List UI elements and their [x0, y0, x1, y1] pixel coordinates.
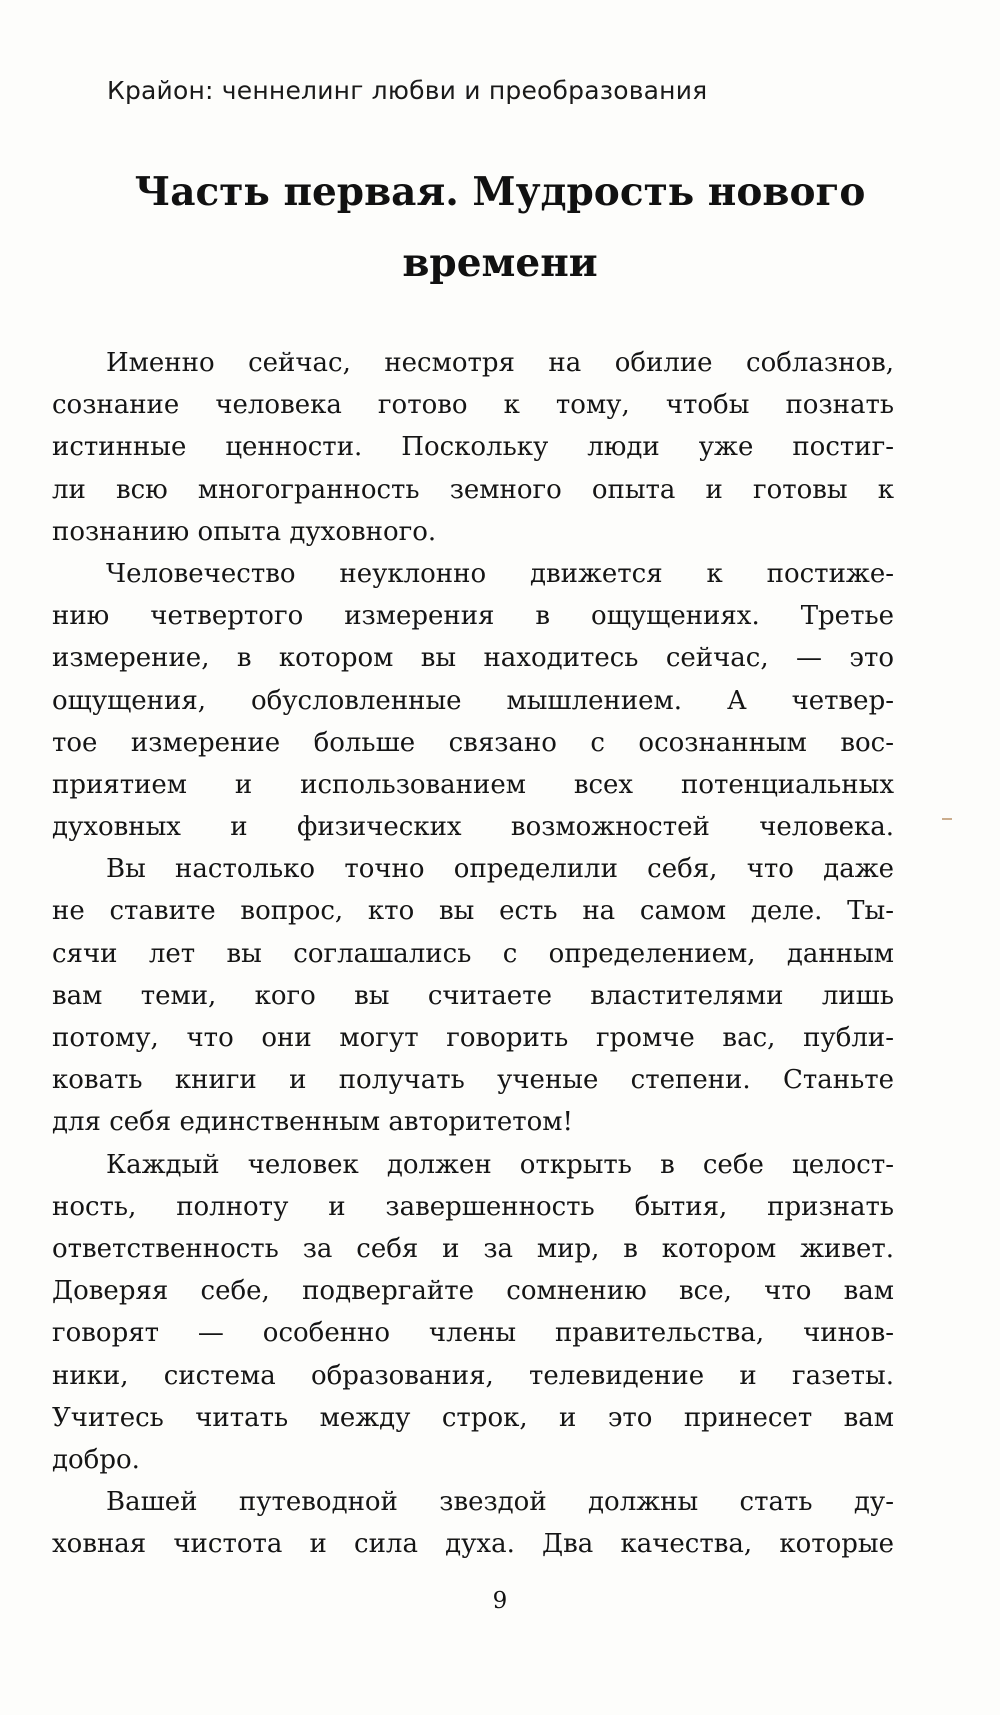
text-line: духовных и физических возможностей человека.	[52, 812, 894, 843]
chapter-title	[80, 157, 920, 299]
text-line: Именно сейчас, несмотря на обилие соблазнов,	[106, 348, 894, 378]
text-line: добро.	[52, 1444, 140, 1475]
text-line: ховная чистота и сила духа. Два качества, которые	[52, 1529, 894, 1560]
text-line: ответственность за себя и за мир, в котором живет.	[52, 1233, 894, 1264]
body-text	[52, 342, 894, 1565]
text-line: измерение, в котором вы находитесь сейчас, — это	[52, 643, 894, 674]
text-line: Вы настолько точно определили себя, что даже	[106, 854, 894, 885]
text-line: ли всю многогранность земного опыта и готовы к	[52, 474, 894, 505]
text-line: говорят — особенно члены правительства, чинов-	[52, 1318, 894, 1349]
text-line: нию четвертого измерения в ощущениях. Третье	[52, 601, 894, 632]
text-line: ники, система образования, телевидение и газеты.	[52, 1360, 894, 1391]
text-line: Каждый человек должен открыть в себе целост-	[106, 1149, 894, 1180]
text-line: ность, полноту и завершенность бытия, признать	[52, 1191, 894, 1222]
text-line: ощущения, обусловленные мышлением. А четвер-	[52, 685, 894, 716]
text-line: Человечество неуклонно движется к постиже-	[106, 558, 894, 589]
text-line: Учитесь читать между строк, и это принесет вам	[52, 1402, 894, 1433]
chapter-title-line: времени	[402, 240, 598, 286]
page-number: 9	[492, 1588, 508, 1614]
text-line: для себя единственным авторитетом!	[52, 1107, 573, 1138]
text-line: вам теми, кого вы считаете властителями лишь	[52, 980, 894, 1011]
text-line: сознание человека готово к тому, чтобы познать	[52, 390, 894, 421]
text-line: Доверяя себе, подвергайте сомнению все, что вам	[52, 1276, 894, 1307]
text-line: тое измерение больше связано с осознанным вос-	[52, 727, 894, 758]
text-line: истинные ценности. Поскольку люди уже постиг-	[52, 432, 894, 463]
text-line: не ставите вопрос, кто вы есть на самом деле. Ты-	[52, 896, 894, 927]
running-header: Крайон: ченнелинг любви и преобразования	[107, 76, 708, 105]
text-line: ковать книги и получать ученые степени. Станьте	[52, 1065, 894, 1096]
text-line: сячи лет вы соглашались с определением, данным	[52, 938, 894, 969]
print-speck	[942, 818, 952, 820]
text-line: познанию опыта духовного.	[52, 516, 437, 547]
text-line: Вашей путеводной звездой должны стать ду-	[106, 1487, 894, 1518]
text-line: приятием и использованием всех потенциальных	[52, 769, 894, 800]
chapter-title-line: Часть первая. Мудрость нового	[134, 169, 866, 215]
text-line: потому, что они могут говорить громче вас, публи-	[52, 1023, 894, 1053]
